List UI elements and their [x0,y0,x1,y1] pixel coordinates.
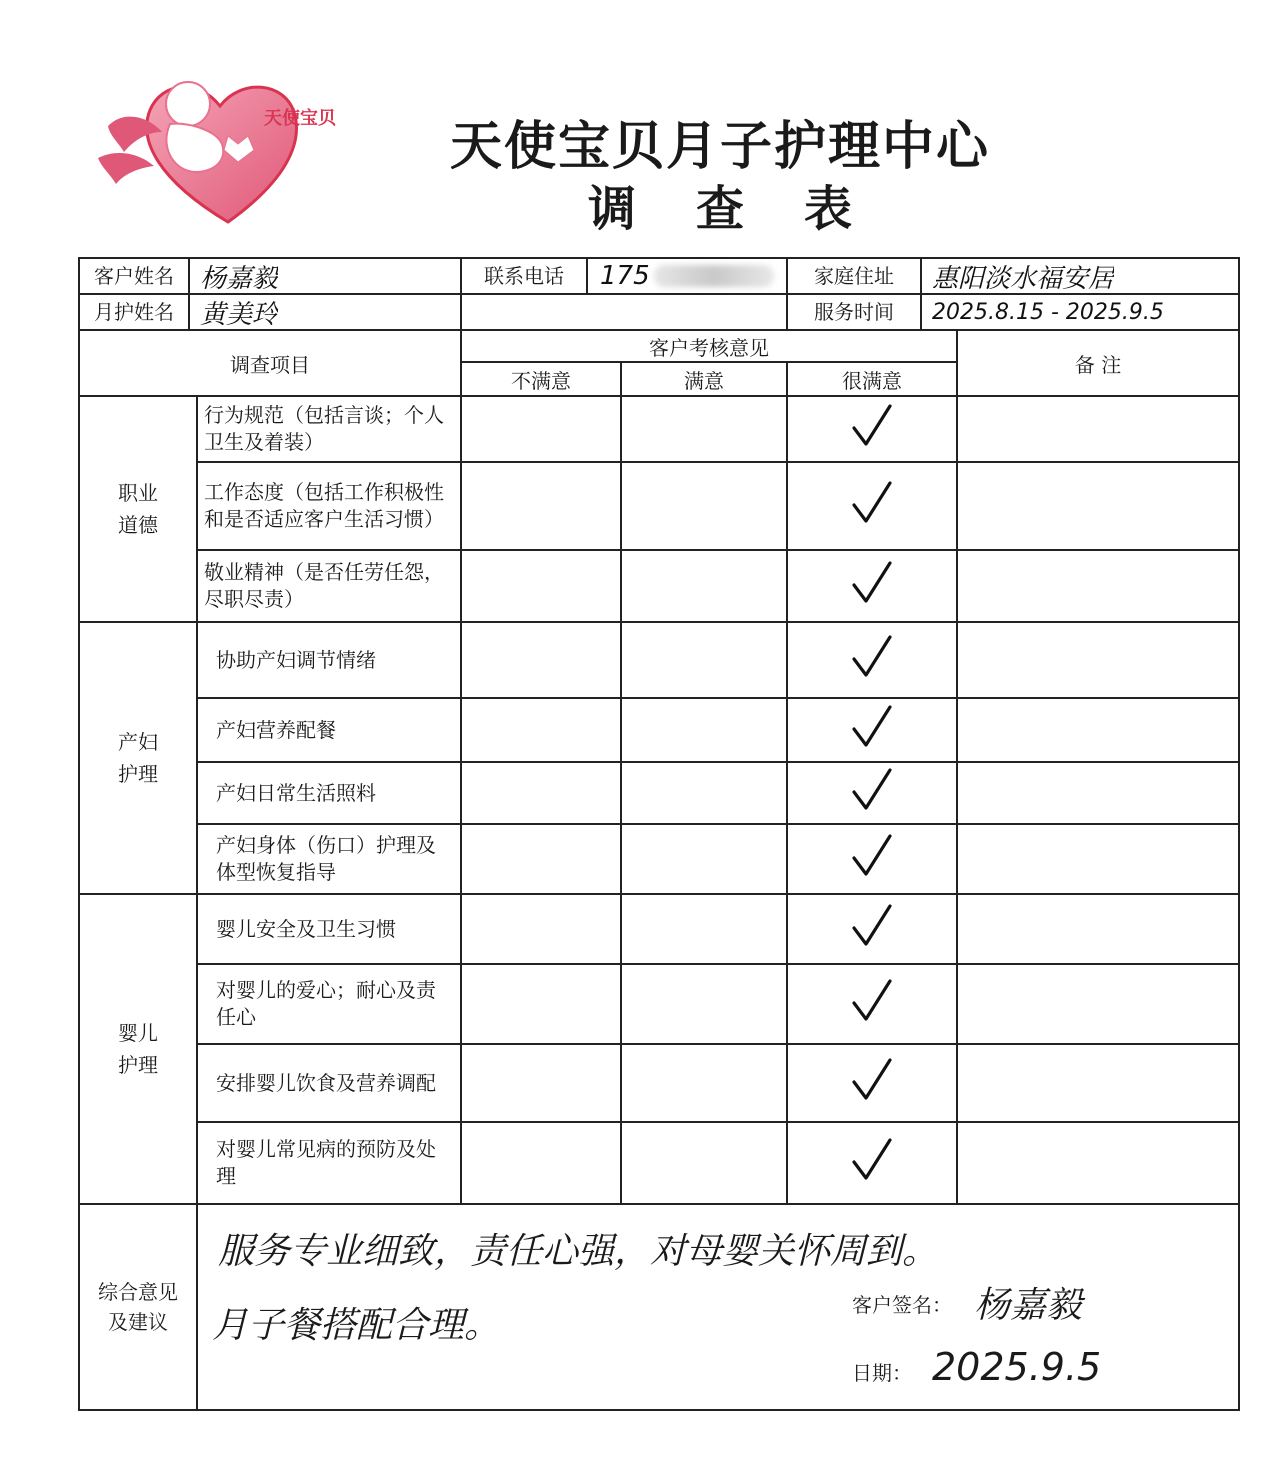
survey-item: 对婴儿常见病的预防及处理 [197,1122,461,1204]
very-satisfied-check [787,462,957,550]
customer-name-value: 杨嘉毅 [200,263,279,294]
table-row [79,462,1239,550]
remarks-cell [957,1044,1239,1122]
date-label: 日期： [852,1361,912,1385]
table-row [79,824,1239,894]
info-row-2 [79,294,1239,330]
address-value: 惠阳淡水福安居 [932,263,1115,294]
table-row [79,622,1239,698]
very-satisfied-check [787,1122,957,1204]
table-row [79,550,1239,622]
remarks-cell [957,698,1239,762]
survey-item: 产妇日常生活照料 [197,762,461,824]
address-label: 家庭住址 [788,259,922,293]
survey-item: 对婴儿的爱心；耐心及责任心 [197,964,461,1044]
very-satisfied-check [787,964,957,1044]
survey-item: 安排婴儿饮食及营养调配 [197,1044,461,1122]
page-title: 天使宝贝月子护理中心 [449,117,990,177]
angel-baby-logo [88,70,348,230]
signature-label: 客户签名： [852,1293,952,1317]
table-row [79,964,1239,1044]
service-time-label: 服务时间 [788,295,922,329]
signature-value: 杨嘉毅 [974,1285,1083,1326]
very-satisfied-check [787,894,957,964]
summary-text-line-2: 月子餐搭配合理。 [212,1305,501,1346]
phone-redaction [654,265,774,287]
table-row [79,762,1239,824]
table-row [79,1122,1239,1204]
very-satisfied-check [787,698,957,762]
category-baby-care: 婴儿 护理 [79,894,197,1204]
very-satisfied-check [787,622,957,698]
survey-table [78,257,1240,1411]
very-satisfied-check [787,762,957,824]
summary-text-line-1: 服务专业细致，责任心强，对母婴关怀周到。 [218,1231,939,1272]
survey-item: 产妇身体（伤口）护理及体型恢复指导 [197,824,461,894]
very-satisfied-check [787,824,957,894]
phone-label: 联系电话 [462,259,588,293]
survey-item: 协助产妇调节情绪 [197,622,461,698]
customer-name-label: 客户姓名 [80,259,190,293]
category-mother-care: 产妇 护理 [79,622,197,894]
remarks-cell [957,824,1239,894]
table-row [79,894,1239,964]
phone-value: 175 [600,261,650,291]
date-value: 2025.9.5 [932,1345,1102,1389]
unsatisfied-header: 不满意 [461,362,621,396]
remarks-cell [957,396,1239,462]
header-row-1 [79,330,1239,362]
category-ethics: 职业 道德 [79,396,197,622]
survey-item: 产妇营养配餐 [197,698,461,762]
page-subtitle: 调查表 [587,181,912,237]
survey-item: 敬业精神（是否任劳任怨，尽职尽责） [197,550,461,622]
table-row [79,1044,1239,1122]
table-row [79,698,1239,762]
service-time-value: 2025.8.15 - 2025.9.5 [932,299,1164,325]
survey-item: 工作态度（包括工作积极性和是否适应客户生活习惯） [197,462,461,550]
nurse-name-label: 月护姓名 [80,295,190,329]
remarks-cell [957,622,1239,698]
satisfied-header: 满意 [621,362,787,396]
remarks-header: 备 注 [957,330,1239,396]
survey-item: 行为规范（包括言谈；个人卫生及着装） [197,396,461,462]
remarks-cell [957,894,1239,964]
summary-content [198,1205,1238,1409]
info-row-1 [79,258,1239,294]
table-row [79,396,1239,462]
very-satisfied-header: 很满意 [787,362,957,396]
summary-row [79,1204,1239,1410]
survey-item-header: 调查项目 [79,330,461,396]
remarks-cell [957,964,1239,1044]
summary-label: 综合意见 及建议 [79,1204,197,1410]
customer-opinion-header: 客户考核意见 [461,330,957,362]
remarks-cell [957,762,1239,824]
very-satisfied-check [787,550,957,622]
very-satisfied-check [787,1044,957,1122]
remarks-cell [957,550,1239,622]
remarks-cell [957,462,1239,550]
survey-item: 婴儿安全及卫生习惯 [197,894,461,964]
nurse-name-value: 黄美玲 [200,299,279,330]
very-satisfied-check [787,396,957,462]
remarks-cell [957,1122,1239,1204]
logo-text: 天使宝贝 [264,108,336,129]
